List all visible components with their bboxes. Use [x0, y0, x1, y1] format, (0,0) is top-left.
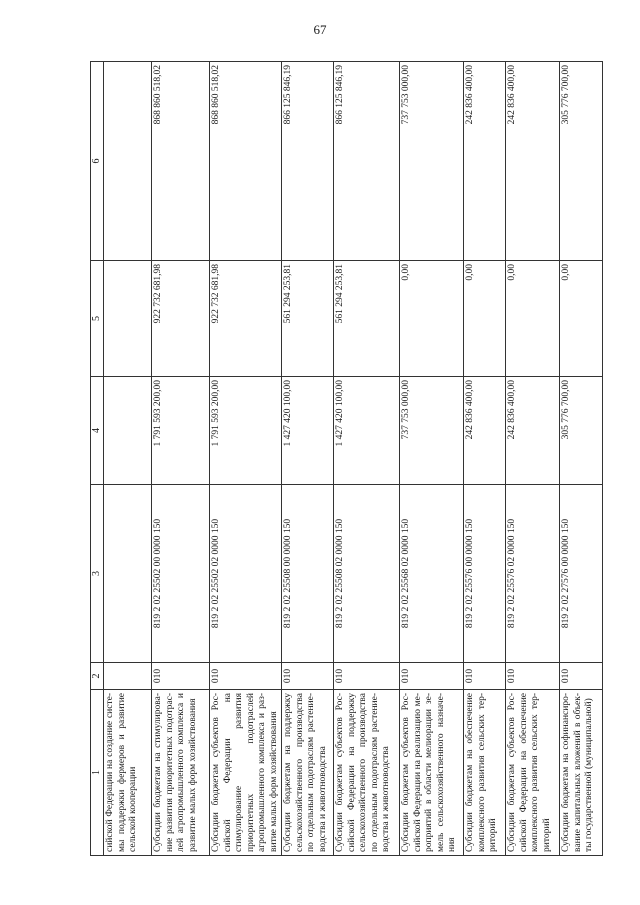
- row-name: Субсидии бюджетам субъектов Рос-сийской Федерации на поддержку сельскохозяйственного производства по отдельным подотраслям растение-водства и животноводства: [334, 690, 400, 856]
- row-name: Субсидии бюджетам субъектов Рос-сийской Федерации на реализацию ме-роприятий в области мелиорации зе-мель сельскохозяйственного назначе-ния: [400, 690, 464, 856]
- row-code: 010: [506, 663, 560, 690]
- row-kbk: 819 2 02 25502 00 0000 150: [152, 485, 210, 663]
- row-executed: 922 732 681,98: [210, 261, 282, 377]
- row-name: сийской Федерации на создание систе-мы поддержки фермеров и развитие сельской кооперации: [104, 690, 152, 856]
- row-planned: 305 776 700,00: [560, 377, 603, 485]
- row-name: Субсидии бюджетам на стимулирова-ние развития приоритетных подотрас-лей агропромышленного комплекса и развитие малых форм хозяйствования: [152, 690, 210, 856]
- row-executed: 0,00: [506, 261, 560, 377]
- rotated-table-wrapper: [90, 62, 594, 856]
- row-kbk: 819 2 02 25576 02 0000 150: [506, 485, 560, 663]
- row-unexecuted: 242 836 400,00: [506, 62, 560, 261]
- row-name: Субсидии бюджетам субъектов Рос-сийской Федерации на обеспечение комплексного развития сельских тер-риторий: [506, 690, 560, 856]
- row-unexecuted: 305 776 700,00: [560, 62, 603, 261]
- row-kbk: 819 2 02 25502 02 0000 150: [210, 485, 282, 663]
- row-executed: 0,00: [464, 261, 506, 377]
- row-code: 010: [282, 663, 334, 690]
- row-unexecuted: 868 860 518,02: [210, 62, 282, 261]
- row-code: 010: [152, 663, 210, 690]
- row-executed: 922 732 681,98: [152, 261, 210, 377]
- column-header-4: 4: [91, 377, 104, 485]
- table-row: [464, 62, 506, 856]
- row-executed: 0,00: [400, 261, 464, 377]
- row-planned: 737 753 000,00: [400, 377, 464, 485]
- row-planned: 1 427 420 100,00: [282, 377, 334, 485]
- row-kbk: 819 2 02 25576 00 0000 150: [464, 485, 506, 663]
- page-number: 67: [313, 22, 327, 37]
- row-unexecuted: 866 125 846,19: [282, 62, 334, 261]
- row-name: Субсидии бюджетам на обеспечение комплексного развития сельских тер-риторий: [464, 690, 506, 856]
- column-header-5: 5: [91, 261, 104, 377]
- budget-table: [90, 61, 603, 856]
- row-kbk: 819 2 02 25508 00 0000 150: [282, 485, 334, 663]
- column-header-2: 2: [91, 663, 104, 690]
- row-planned: 242 836 400,00: [464, 377, 506, 485]
- row-executed: [104, 261, 152, 377]
- table-row: [400, 62, 464, 856]
- column-header-6: 6: [91, 62, 104, 261]
- column-header-1: 1: [91, 690, 104, 856]
- row-planned: 1 791 593 200,00: [210, 377, 282, 485]
- row-kbk: 819 2 02 27576 00 0000 150: [560, 485, 603, 663]
- row-executed: 561 294 253,81: [334, 261, 400, 377]
- row-kbk: 819 2 02 25508 02 0000 150: [334, 485, 400, 663]
- row-name: Субсидии бюджетам на софинансиро-вание капитальных вложений в объек-ты государственной (муниципальной): [560, 690, 603, 856]
- row-code: 010: [560, 663, 603, 690]
- row-unexecuted: 868 860 518,02: [152, 62, 210, 261]
- row-unexecuted: 242 836 400,00: [464, 62, 506, 261]
- row-unexecuted: 737 753 000,00: [400, 62, 464, 261]
- row-executed: 0,00: [560, 261, 603, 377]
- table-row: [334, 62, 400, 856]
- row-unexecuted: [104, 62, 152, 261]
- table-row: [282, 62, 334, 856]
- row-name: Субсидии бюджетам субъектов Рос-сийской Федерации на стимулирование развития приоритетных подотраслей агропромышленного комплекса и раз-витие малых форм хозяйствования: [210, 690, 282, 856]
- table-row: [152, 62, 210, 856]
- row-planned: 1 427 420 100,00: [334, 377, 400, 485]
- row-code: 010: [400, 663, 464, 690]
- row-code: 010: [210, 663, 282, 690]
- row-planned: [104, 377, 152, 485]
- row-executed: 561 294 253,81: [282, 261, 334, 377]
- row-planned: 242 836 400,00: [506, 377, 560, 485]
- row-code: 010: [464, 663, 506, 690]
- row-code: [104, 663, 152, 690]
- row-code: 010: [334, 663, 400, 690]
- row-kbk: [104, 485, 152, 663]
- row-name: Субсидии бюджетам на поддержку сельскохозяйственного производства по отдельным подотраслям растение-водства и животноводства: [282, 690, 334, 856]
- row-unexecuted: 866 125 846,19: [334, 62, 400, 261]
- table-row: [104, 62, 152, 856]
- table-row: [506, 62, 560, 856]
- header-row: [91, 62, 104, 856]
- column-header-3: 3: [91, 485, 104, 663]
- table-row: [210, 62, 282, 856]
- row-kbk: 819 2 02 25568 02 0000 150: [400, 485, 464, 663]
- row-planned: 1 791 593 200,00: [152, 377, 210, 485]
- table-row: [560, 62, 603, 856]
